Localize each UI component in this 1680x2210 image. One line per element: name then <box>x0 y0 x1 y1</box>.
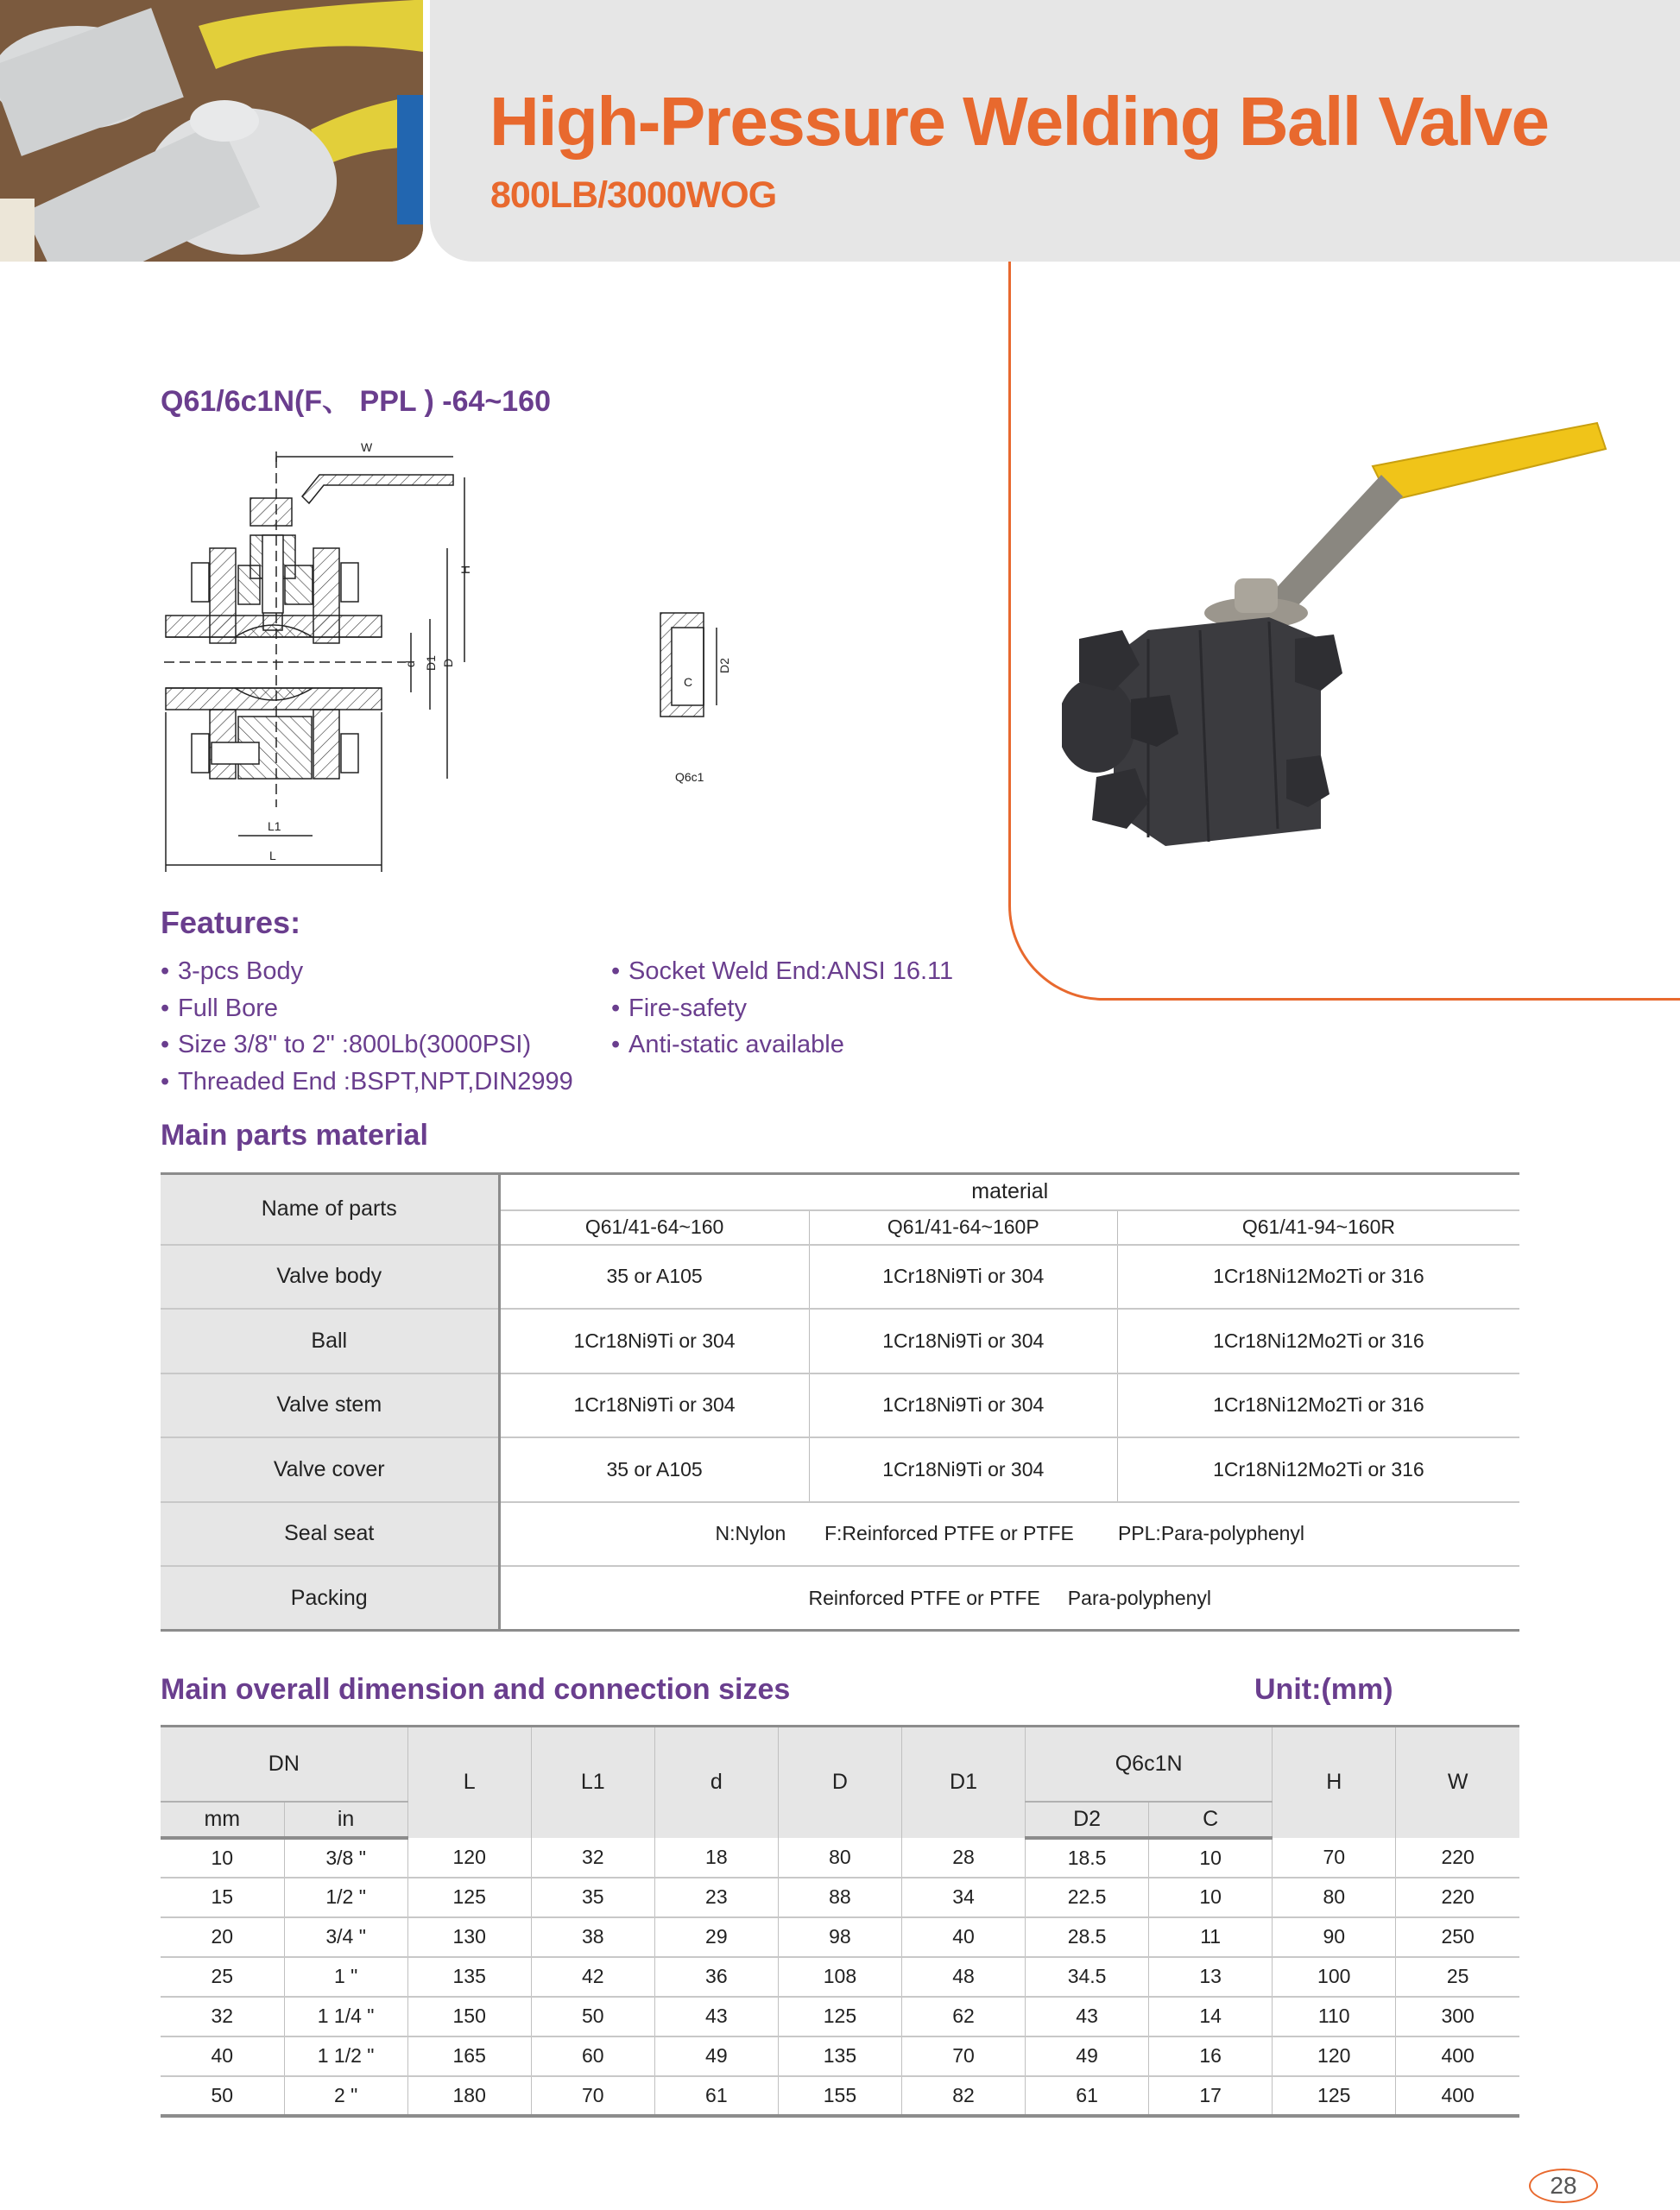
part-name: Seal seat <box>161 1502 499 1567</box>
dimension-cell: 125 <box>407 1878 531 1917</box>
dimension-cell: 3/4 " <box>284 1917 407 1957</box>
dimension-cell: 120 <box>407 1838 531 1878</box>
dimension-cell: 88 <box>778 1878 901 1917</box>
dimension-cell: 43 <box>654 1997 778 2036</box>
dimension-cell: 18 <box>654 1838 778 1878</box>
material-cell: 35 or A105 <box>499 1245 809 1310</box>
dimension-cell: 135 <box>407 1957 531 1997</box>
bullet-icon: • <box>161 1067 170 1096</box>
cross-section-drawing <box>155 436 760 876</box>
dimension-cell: 2 " <box>284 2076 407 2116</box>
col-header-l1: L1 <box>531 1727 654 1838</box>
table-row <box>161 1878 1519 1917</box>
dimension-cell: 10 <box>1149 1838 1273 1878</box>
dimension-cell: 150 <box>407 1997 531 2036</box>
dimension-cell: 29 <box>654 1917 778 1957</box>
part-name: Valve stem <box>161 1373 499 1438</box>
bullet-icon: • <box>611 957 621 985</box>
table-row <box>161 1437 1519 1502</box>
dimension-cell: 34 <box>901 1878 1025 1917</box>
material-cell: 1Cr18Ni12Mo2Ti or 316 <box>1117 1373 1519 1438</box>
col-header-w: W <box>1396 1727 1519 1838</box>
table-row <box>161 2076 1519 2116</box>
feature-item <box>161 990 611 1027</box>
feature-text: Anti-static available <box>628 1031 844 1058</box>
col-header-d2: D2 <box>1026 1802 1149 1838</box>
dimension-cell: 49 <box>654 2036 778 2076</box>
page-subtitle: 800LB/3000WOG <box>490 174 777 216</box>
feature-item <box>611 990 1008 1027</box>
material-cell: N:Nylon F:Reinforced PTFE or PTFE PPL:Para-polyphenyl <box>499 1502 1519 1567</box>
feature-text: Socket Weld End:ANSI 16.11 <box>628 957 954 985</box>
dimension-cell: 110 <box>1273 1997 1396 2036</box>
material-cell: 1Cr18Ni12Mo2Ti or 316 <box>1117 1437 1519 1502</box>
materials-heading: Main parts material <box>161 1119 428 1152</box>
dimension-cell: 180 <box>407 2076 531 2116</box>
dimension-cell: 10 <box>1149 1878 1273 1917</box>
table-row <box>161 1245 1519 1310</box>
dimension-cell: 300 <box>1396 1997 1519 2036</box>
col-header-d: d <box>654 1727 778 1838</box>
model-code: Q61/6c1N(F、 PPL ) -64~160 <box>161 385 551 418</box>
dimension-cell: 32 <box>531 1838 654 1878</box>
material-cell: 1Cr18Ni12Mo2Ti or 316 <box>1117 1245 1519 1310</box>
part-name: Valve cover <box>161 1437 499 1502</box>
dimension-cell: 400 <box>1396 2076 1519 2116</box>
table-row <box>161 1309 1519 1373</box>
feature-item <box>161 953 611 990</box>
model-header: Q61/41-64~160P <box>809 1210 1117 1245</box>
table-row <box>161 1838 1519 1878</box>
table-row <box>161 1997 1519 2036</box>
material-cell: 1Cr18Ni9Ti or 304 <box>809 1437 1117 1502</box>
dimension-cell: 80 <box>778 1838 901 1878</box>
dimension-cell: 1 " <box>284 1957 407 1997</box>
bullet-icon: • <box>161 957 170 985</box>
dim-label-h: H <box>458 565 472 574</box>
part-name: Valve body <box>161 1245 499 1310</box>
materials-table <box>161 1172 1519 1632</box>
dimension-cell: 90 <box>1273 1917 1396 1957</box>
dimension-cell: 70 <box>1273 1838 1396 1878</box>
q6c1n-header: Q6c1N <box>1026 1727 1273 1802</box>
dim-label-l1: L1 <box>268 819 281 833</box>
dimension-cell: 48 <box>901 1957 1025 1997</box>
detail-caption: Q6c1 <box>675 770 704 784</box>
dimension-cell: 16 <box>1149 2036 1273 2076</box>
dimensions-table <box>161 1725 1519 2118</box>
dimension-cell: 22.5 <box>1026 1878 1149 1917</box>
part-name: Packing <box>161 1566 499 1631</box>
page-number: 28 <box>1529 2169 1598 2203</box>
material-cell: 1Cr18Ni9Ti or 304 <box>809 1309 1117 1373</box>
table-row <box>161 1502 1519 1567</box>
table-row <box>161 1566 1519 1631</box>
table-row <box>161 1373 1519 1438</box>
col-header-in: in <box>284 1802 407 1838</box>
feature-item <box>161 1026 611 1064</box>
material-cell: 1Cr18Ni9Ti or 304 <box>809 1245 1117 1310</box>
dim-label-d1: D1 <box>424 655 438 671</box>
table-row <box>161 1957 1519 1997</box>
dimension-cell: 250 <box>1396 1917 1519 1957</box>
dn-header: DN <box>161 1727 407 1802</box>
dimension-cell: 50 <box>211 2083 234 2106</box>
hero-photo-pipeline-valves <box>0 0 423 262</box>
material-cell: 35 or A105 <box>499 1437 809 1502</box>
dimension-cell: 3/8 " <box>284 1838 407 1878</box>
dimension-cell: 60 <box>531 2036 654 2076</box>
dimension-cell: 125 <box>1273 2076 1396 2116</box>
dimension-cell: 61 <box>654 2076 778 2116</box>
dimension-cell: 1 1/4 " <box>284 1997 407 2036</box>
dim-label-w: W <box>361 440 373 454</box>
page-title: High-Pressure Welding Ball Valve <box>489 83 1549 160</box>
dim-label-D: D <box>441 658 455 667</box>
dimension-cell: 130 <box>407 1917 531 1957</box>
features-list <box>161 953 1007 1100</box>
part-name: Ball <box>161 1309 499 1373</box>
col-header-c: C <box>1149 1802 1273 1838</box>
dimension-cell: 70 <box>531 2076 654 2116</box>
col-header-h: H <box>1273 1727 1396 1838</box>
feature-item <box>611 1026 1008 1064</box>
bullet-icon: • <box>161 1031 170 1058</box>
dimension-cell: 40 <box>901 1917 1025 1957</box>
dimension-cell: 61 <box>1026 2076 1149 2116</box>
dimension-cell: 36 <box>654 1957 778 1997</box>
dimension-cell: 165 <box>407 2036 531 2076</box>
feature-text: Threaded End :BSPT,NPT,DIN2999 <box>178 1067 573 1096</box>
dimension-cell: 220 <box>1396 1838 1519 1878</box>
dimension-cell: 25 <box>1396 1957 1519 1997</box>
dimension-cell: 28.5 <box>1026 1917 1149 1957</box>
dim-label-d: d <box>403 660 417 667</box>
bullet-icon: • <box>611 994 621 1022</box>
feature-item <box>161 1064 611 1101</box>
dimension-cell: 62 <box>901 1997 1025 2036</box>
dimension-cell: 400 <box>1396 2036 1519 2076</box>
material-cell: 1Cr18Ni9Ti or 304 <box>499 1309 809 1373</box>
dimension-cell: 15 <box>161 1878 284 1917</box>
model-header: Q61/41-64~160 <box>499 1210 809 1245</box>
dimension-cell: 14 <box>1149 1997 1273 2036</box>
dimension-cell: 18.5 <box>1026 1838 1149 1878</box>
dimension-cell: 34.5 <box>1026 1957 1149 1997</box>
dimension-cell: 135 <box>778 2036 901 2076</box>
dimension-cell: 49 <box>1026 2036 1149 2076</box>
dimensions-heading: Main overall dimension and connection sizes <box>161 1673 791 1706</box>
dimension-cell: 17 <box>1149 2076 1273 2116</box>
dimension-cell: 38 <box>531 1917 654 1957</box>
feature-text: 3-pcs Body <box>178 957 304 985</box>
dimension-cell: 25 <box>161 1957 284 1997</box>
dimension-cell: 23 <box>654 1878 778 1917</box>
dimension-cell: 32 <box>161 1997 284 2036</box>
dimension-cell: 70 <box>901 2036 1025 2076</box>
material-cell: 1Cr18Ni12Mo2Ti or 316 <box>1117 1309 1519 1373</box>
material-cell: 1Cr18Ni9Ti or 304 <box>499 1373 809 1438</box>
name-of-parts-header: Name of parts <box>161 1174 499 1245</box>
feature-text: Full Bore <box>178 994 279 1022</box>
dimension-cell: 50 <box>531 1997 654 2036</box>
dim-label-d2: D2 <box>717 658 731 673</box>
feature-text: Size 3/8" to 2" :800Lb(3000PSI) <box>178 1031 532 1058</box>
features-heading: Features: <box>161 905 301 940</box>
feature-item <box>611 953 1008 990</box>
dimension-cell: 13 <box>1149 1957 1273 1997</box>
dimension-cell: 100 <box>1273 1957 1396 1997</box>
model-header: Q61/41-94~160R <box>1117 1210 1519 1245</box>
dimension-cell: 125 <box>778 1997 901 2036</box>
col-header-d1: D1 <box>901 1727 1025 1838</box>
material-cell: Reinforced PTFE or PTFE Para-polyphenyl <box>808 1586 1212 1609</box>
dimension-cell: 155 <box>778 2076 901 2116</box>
table-row <box>161 1917 1519 1957</box>
dimension-cell: 80 <box>1273 1878 1396 1917</box>
table-row <box>161 2036 1519 2076</box>
dimension-cell: 20 <box>161 1917 284 1957</box>
material-cell: 1Cr18Ni9Ti or 304 <box>809 1373 1117 1438</box>
bullet-icon: • <box>611 1031 621 1058</box>
dimension-cell: 10 <box>161 1838 284 1878</box>
dim-label-l: L <box>269 849 276 862</box>
dimension-cell: 1 1/2 " <box>284 2036 407 2076</box>
feature-text: Fire-safety <box>628 994 747 1022</box>
bullet-icon: • <box>161 994 170 1022</box>
dimension-cell: 1/2 " <box>284 1878 407 1917</box>
dimension-cell: 42 <box>531 1957 654 1997</box>
dimension-cell: 43 <box>1026 1997 1149 2036</box>
dimension-cell: 108 <box>778 1957 901 1997</box>
unit-label: Unit:(mm) <box>1254 1673 1393 1706</box>
dimension-cell: 220 <box>1396 1878 1519 1917</box>
dim-label-c: C <box>684 675 693 689</box>
dimension-cell: 40 <box>161 2036 284 2076</box>
dimension-cell: 98 <box>778 1917 901 1957</box>
dimension-cell: 11 <box>1149 1917 1273 1957</box>
dimension-cell: 82 <box>901 2076 1025 2116</box>
col-header-D: D <box>778 1727 901 1838</box>
col-header-mm: mm <box>161 1802 284 1838</box>
material-group-header: material <box>499 1174 1519 1210</box>
dimension-cell: 120 <box>1273 2036 1396 2076</box>
dimension-cell: 28 <box>901 1838 1025 1878</box>
dimension-cell: 35 <box>531 1878 654 1917</box>
product-photo-ball-valve <box>1062 414 1632 898</box>
col-header-l: L <box>407 1727 531 1838</box>
